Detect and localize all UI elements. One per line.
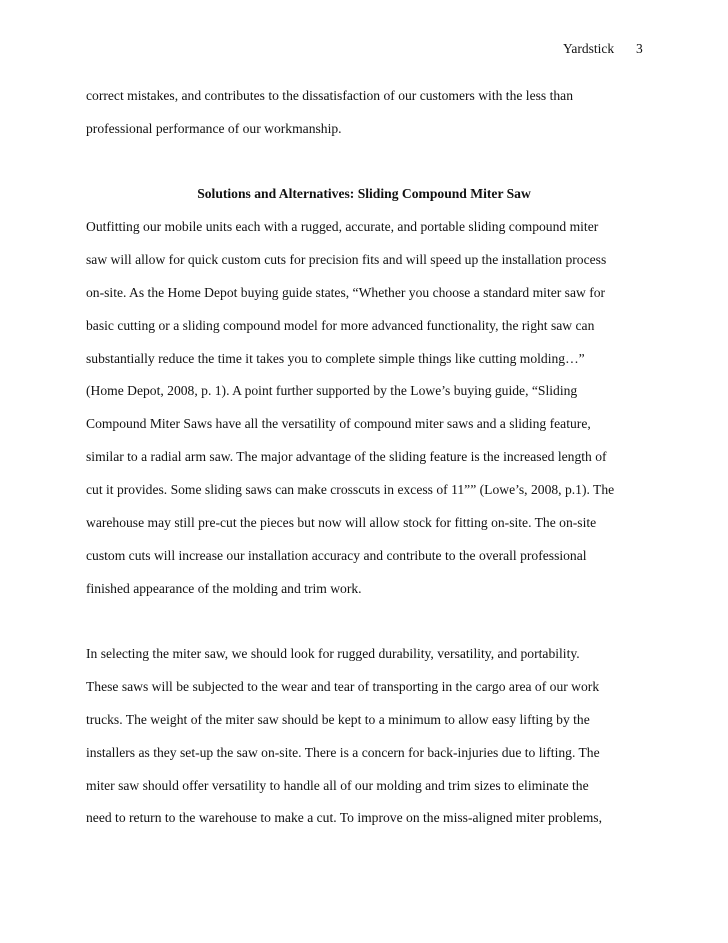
text-line: These saws will be subjected to the wear and tear of transporting in the cargo area of our work (86, 679, 600, 694)
text-line: miter saw should offer versatility to handle all of our molding and trim sizes to eliminate the (86, 778, 589, 793)
text-line: saw will allow for quick custom cuts for precision fits and will speed up the installation process (86, 252, 607, 267)
page-number: 3 (636, 41, 643, 56)
text-line: need to return to the warehouse to make a cut. To improve on the miss-aligned miter problems, (86, 810, 602, 825)
text-line: on-site. As the Home Depot buying guide states, “Whether you choose a standard miter saw for (86, 285, 606, 300)
section-heading: Solutions and Alternatives: Sliding Compound Miter Saw (197, 186, 531, 201)
text-line: Outfitting our mobile units each with a rugged, accurate, and portable sliding compound miter (86, 219, 599, 234)
text-line: professional performance of our workmanship. (86, 121, 342, 136)
text-line: installers as they set-up the saw on-site. There is a concern for back-injuries due to lifting. The (86, 745, 600, 760)
text-line: similar to a radial arm saw. The major advantage of the sliding feature is the increased length of (86, 449, 607, 464)
text-line: (Home Depot, 2008, p. 1). A point further supported by the Lowe’s buying guide, “Sliding (86, 383, 578, 398)
text-line: trucks. The weight of the miter saw should be kept to a minimum to allow easy lifting by the (86, 712, 590, 727)
text-line: Compound Miter Saws have all the versatility of compound miter saws and a sliding feature, (86, 416, 591, 431)
text-line: cut it provides. Some sliding saws can make crosscuts in excess of 11”” (Lowe’s, 2008, p.1). The (86, 482, 615, 497)
running-head-author: Yardstick (563, 41, 615, 56)
text-line: basic cutting or a sliding compound model for more advanced functionality, the right saw can (86, 318, 595, 333)
text-line: warehouse may still pre-cut the pieces but now will allow stock for fitting on-site. The on-site (86, 515, 597, 530)
text-line: finished appearance of the molding and trim work. (86, 581, 362, 596)
text-line: correct mistakes, and contributes to the dissatisfaction of our customers with the less than (86, 88, 573, 103)
text-line: In selecting the miter saw, we should look for rugged durability, versatility, and portability. (86, 646, 580, 661)
text-line: custom cuts will increase our installation accuracy and contribute to the overall professional (86, 548, 587, 563)
text-line: substantially reduce the time it takes you to complete simple things like cutting molding…” (86, 351, 585, 366)
